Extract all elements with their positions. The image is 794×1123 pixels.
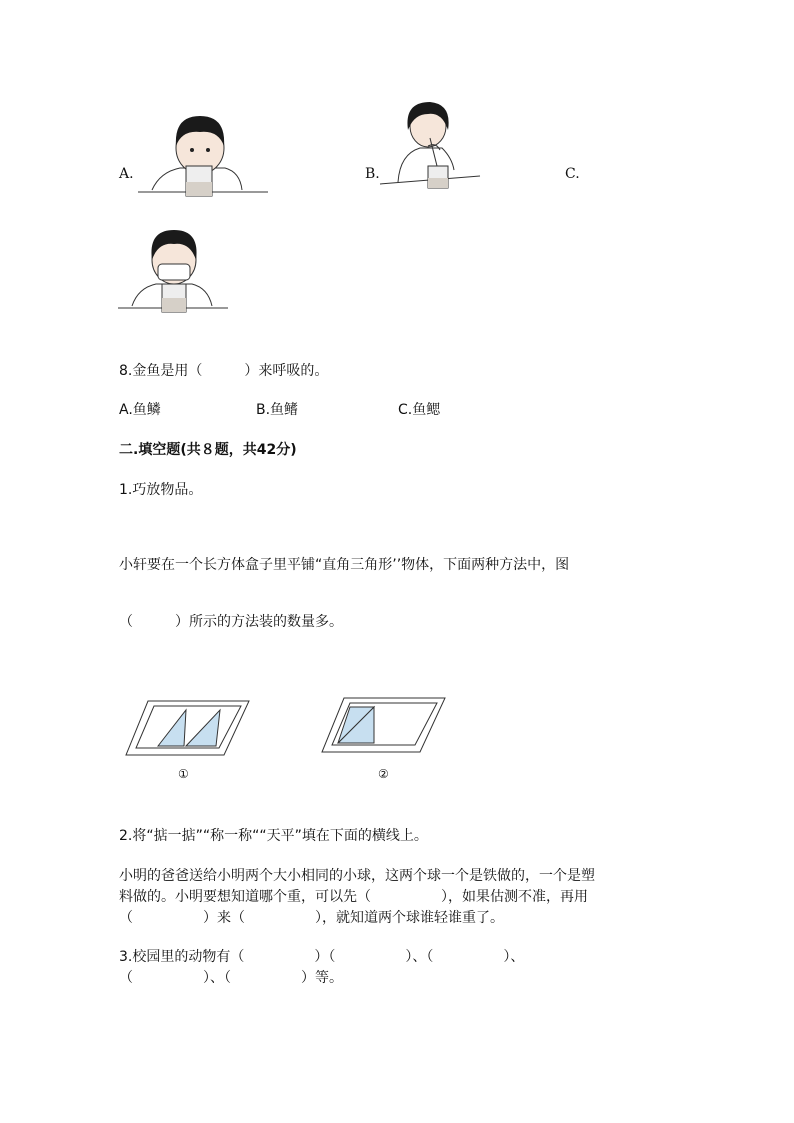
section-2-heading: 二.填空题(共８题，共42分): [119, 442, 297, 458]
fill-1-line-2: （ ）所示的方法装的数量多。: [119, 614, 343, 630]
fill-2-line-1: 小明的爸爸送给小明两个大小相同的小球，这两个球一个是铁做的，一个是塑: [119, 868, 595, 884]
option-b-label: B.: [365, 166, 380, 182]
girl-using-straw-illustration: [380, 100, 490, 190]
fill-3-line-2: （ ）、（ ）等。: [119, 970, 343, 986]
q8-option-a: A.鱼鳞: [119, 402, 161, 418]
fill-3-line-1: 3.校园里的动物有（ ）（ ）、（ ）、: [119, 949, 525, 965]
q8-option-c: C.鱼鳃: [398, 402, 441, 418]
boy-smelling-cup-illustration: [130, 110, 270, 200]
fill-2-title: 2.将“掂一掂”“称一称““天平”填在下面的横线上。: [119, 828, 428, 844]
diagram-1-label: ①: [178, 767, 189, 781]
q8-option-b: B.鱼鳍: [256, 402, 299, 418]
fill-1-line-1: 小轩要在一个长方体盒子里平铺“直角三角形’’物体，下面两种方法中，图: [119, 557, 570, 573]
fill-1-title: 1.巧放物品。: [119, 482, 203, 498]
boy-with-mask-illustration: [118, 226, 228, 316]
diagram-2-label: ②: [378, 767, 389, 781]
triangle-box-diagram-2: [320, 695, 450, 757]
option-c-label: C.: [565, 166, 580, 182]
option-a-label: A.: [119, 166, 134, 182]
fill-2-line-3: （ ）来（ ），就知道两个球谁轻谁重了。: [119, 910, 504, 926]
fill-2-line-2: 料做的。小明要想知道哪个重，可以先（ ），如果估测不准，再用: [119, 889, 588, 905]
question-8-text: 8.金鱼是用（ ）来呼吸的。: [119, 363, 329, 379]
triangle-box-diagram-1: [124, 698, 254, 760]
